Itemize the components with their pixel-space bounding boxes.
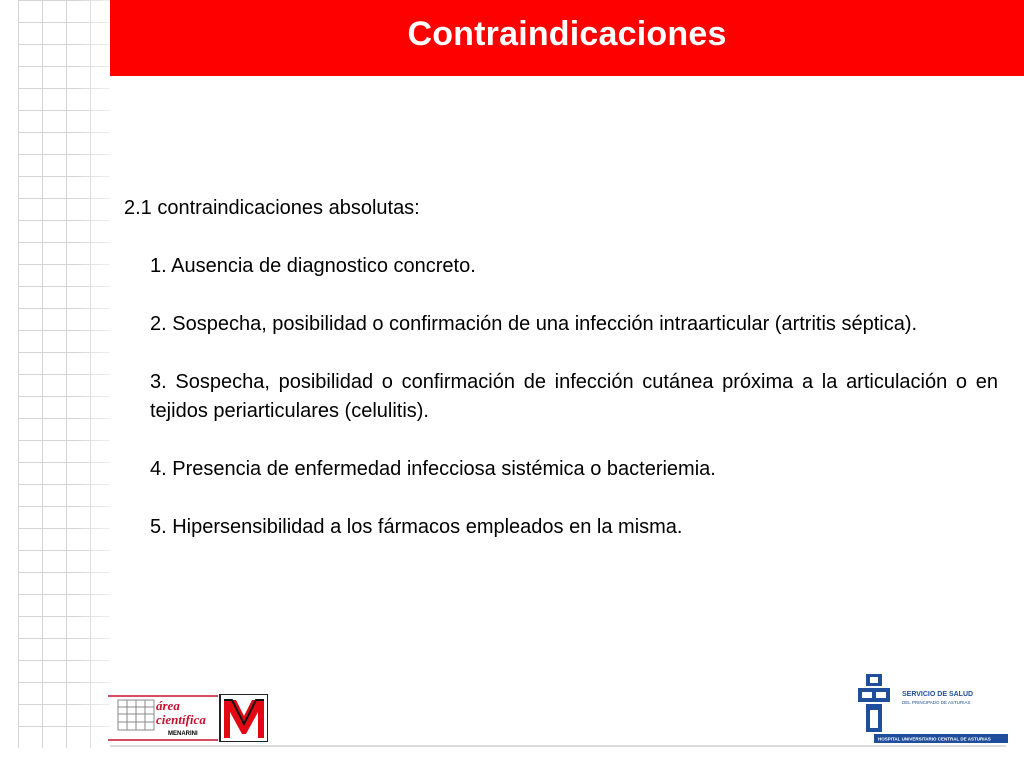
servicio-de-salud-logo: [858, 674, 1008, 744]
logo-text-servicio: SERVICIO DE SALUD: [902, 691, 974, 698]
list-item: 4. Presencia de enfermedad infecciosa sistémica o bacteriemia.: [150, 458, 716, 480]
list-item: 1. Ausencia de diagnostico concreto.: [150, 255, 476, 277]
slide-title: Contraindicaciones: [407, 14, 727, 53]
logo-text-hospital: HOSPITAL UNIVERSITARIO CENTRAL DE ASTURIAS: [878, 736, 991, 742]
slide-content: [124, 194, 998, 571]
list-item: 2. Sospecha, posibilidad o confirmación de una infección intraarticular (artritis séptica).: [150, 313, 918, 335]
list-item: 3. Sospecha, posibilidad o confirmación de infección cutánea próxima a la articulación o en tejidos periarticulares (celulitis).: [150, 371, 998, 422]
logo-text-cientifica: científica: [156, 712, 206, 727]
logo-text-menarini: MENARINI: [168, 731, 198, 737]
logo-text-area: área: [156, 698, 180, 713]
list-item: 5. Hipersensibilidad a los fármacos empleados en la misma.: [150, 516, 683, 538]
title-banner: [110, 0, 1024, 76]
contraindication-list: [124, 252, 998, 542]
footer-divider: [110, 745, 1006, 747]
area-cientifica-menarini-logo: [108, 694, 268, 742]
logo-text-principado: DEL PRINCIPADO DE ASTURIAS: [902, 700, 971, 705]
grid-fade: [18, 0, 110, 748]
section-heading: 2.1 contraindicaciones absolutas:: [124, 197, 420, 219]
